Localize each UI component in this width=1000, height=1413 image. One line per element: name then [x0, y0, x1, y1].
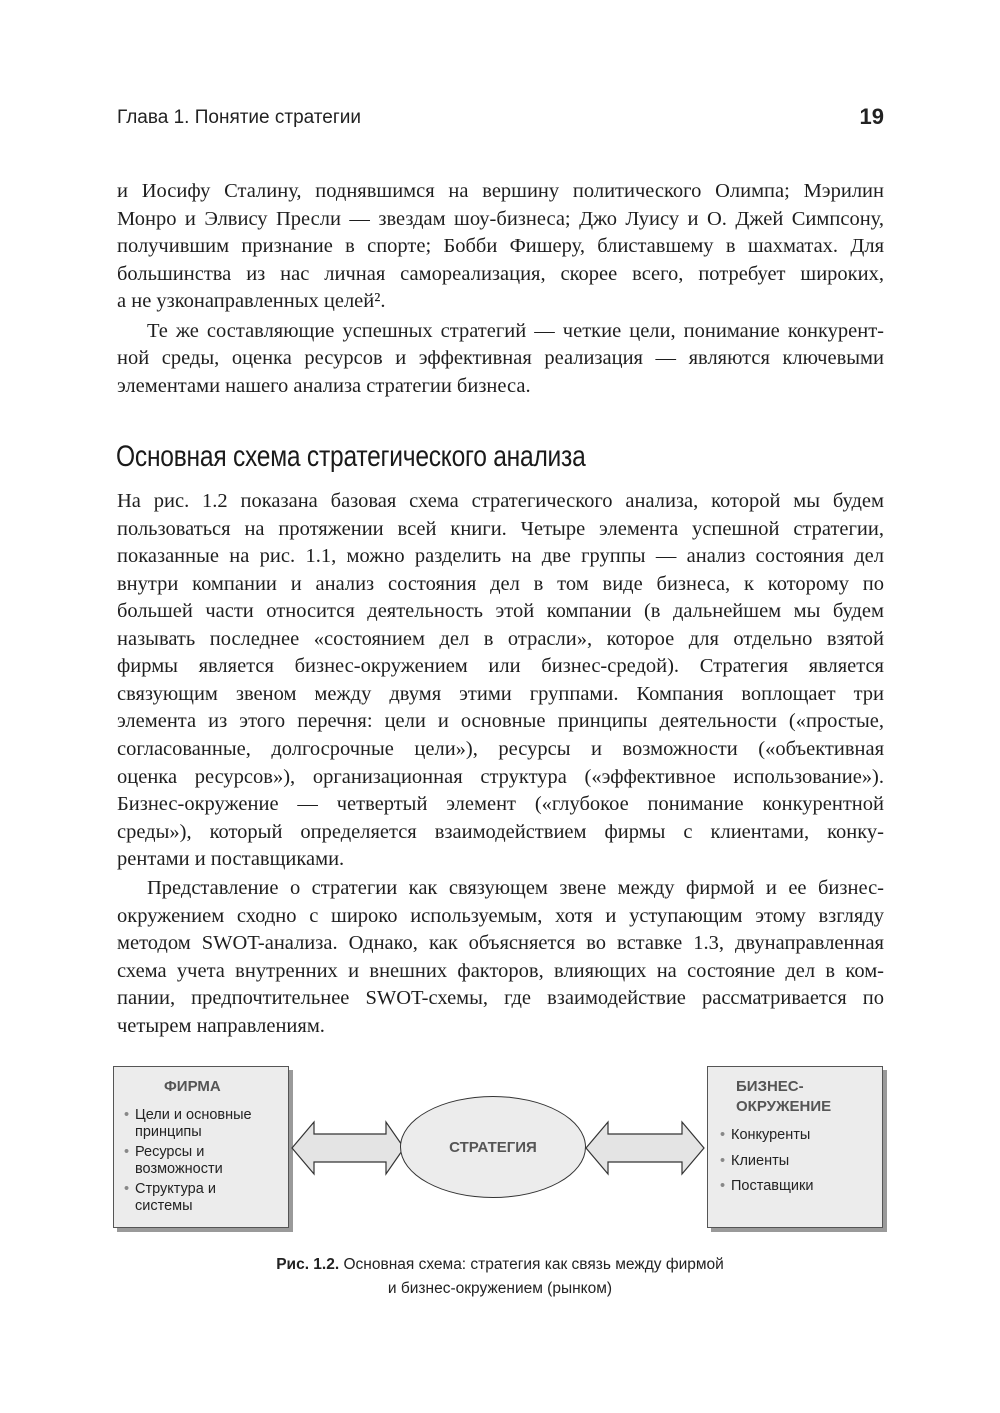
- text-line: внутри компании и анализ состояния дел в том виде бизнеса, к которому по: [117, 572, 884, 595]
- firm-box-title: ФИРМА: [164, 1078, 221, 1095]
- text-line: методом SWOT-анализа. Однако, как объясняется во вставке 1.3, двунаправленная: [117, 932, 884, 955]
- business-environment-box: [707, 1066, 883, 1228]
- text-line: Бизнес-окружение — четвертый элемент («глубокое понимание конкурентной: [117, 793, 884, 816]
- page-number: 19: [859, 104, 884, 129]
- text-line: большинства из нас личная самореализация, скорее всего, потребует широких,: [117, 262, 884, 285]
- text-line: фирмы является бизнес-окружением или бизнес-средой). Стратегия является: [117, 655, 884, 678]
- environment-item: • Клиенты: [720, 1153, 882, 1170]
- caption-label: Рис. 1.2.: [276, 1256, 340, 1273]
- text-line: рентами и поставщиками.: [117, 848, 345, 871]
- text-line: схема учета внутренних и внешних факторов, влияющих на состояние дел в ком-: [117, 959, 884, 982]
- running-title: Глава 1. Понятие стратегии: [117, 107, 362, 128]
- text-line: элемента из этого перечня: цели и основные принципы деятельности («простые,: [117, 710, 884, 733]
- text-line: называть последнее «состоянием дел в отрасли», которое для отдельно взятой: [117, 627, 884, 650]
- text-line: согласованные, долгосрочные цели»), ресурсы и возможности («объективная: [117, 737, 884, 760]
- text-line: пании, предпочтительнее SWOT-схемы, где взаимодействие рассматривается по: [117, 987, 884, 1010]
- text-line: Монро и Элвису Пресли — звездам шоу-бизнеса; Джо Луису и О. Джей Симпсону,: [117, 207, 884, 230]
- text-line: и Иосифу Сталину, поднявшимся на вершину политического Олимпа; Мэрилин: [117, 180, 884, 202]
- section-heading: Основная схема стратегического анализа: [116, 440, 586, 473]
- text-line: пользоваться на протяжении всей книги. Четыре элемента успешной стратегии,: [117, 517, 884, 540]
- text-line: окружением сходно с широко используемым, хотя и уступающим этому взгляду: [117, 904, 884, 927]
- environment-title-1: БИЗНЕС-: [736, 1078, 804, 1095]
- firm-item: • Цели и основные принципы: [124, 1107, 275, 1140]
- environment-title-2: ОКРУЖЕНИЕ: [736, 1098, 832, 1115]
- text-line: большей части относится деятельность этой компании (в дальнейшем мы будем: [117, 600, 884, 623]
- text-line: ной среды, оценка ресурсов и эффективная реализация — являются ключевыми: [117, 347, 884, 370]
- text-line: показанные на рис. 1.1, можно разделить на две группы — анализ состояния дел: [117, 545, 884, 568]
- figure-caption-line2: и бизнес-окружением (рынком): [387, 1280, 613, 1297]
- text-line: Представление о стратегии как связующем звене между фирмой и ее бизнес-: [147, 877, 884, 900]
- text-line: среды»), который определяется взаимодействием фирмы с клиентами, конку-: [117, 820, 884, 843]
- environment-item: • Поставщики: [720, 1178, 882, 1195]
- text-line: На рис. 1.2 показана базовая схема стратегического анализа, которой мы будем: [117, 490, 884, 512]
- double-arrow-left: [290, 1110, 410, 1186]
- firm-item: • Ресурсы и возможности: [124, 1144, 255, 1177]
- text-line: четырем направлениям.: [117, 1014, 325, 1037]
- text-line: оценка ресурсов»), организационная структура («эффективное использование»).: [117, 765, 884, 788]
- text-line: связующим звеном между двумя этими группами. Компания воплощает три: [117, 682, 884, 705]
- text-line: Те же составляющие успешных стратегий — четкие цели, понимание конкурент-: [147, 319, 884, 342]
- environment-item: • Конкуренты: [720, 1127, 882, 1144]
- firm-item: • Структура и системы: [124, 1181, 235, 1214]
- text-line: а не узконаправленных целей².: [117, 290, 386, 313]
- firm-box: [113, 1066, 289, 1228]
- double-arrow-right: [584, 1110, 708, 1186]
- caption-text: Основная схема: стратегия как связь между фирмой: [343, 1256, 724, 1273]
- figure-caption-line1: [0, 1256, 1000, 1274]
- text-line: получившим признание в спорте; Бобби Фишеру, блиставшему в шахматах. Для: [117, 235, 884, 258]
- text-line: элементами нашего анализа стратегии бизнеса.: [117, 374, 531, 397]
- strategy-ellipse: СТРАТЕГИЯ: [400, 1096, 586, 1198]
